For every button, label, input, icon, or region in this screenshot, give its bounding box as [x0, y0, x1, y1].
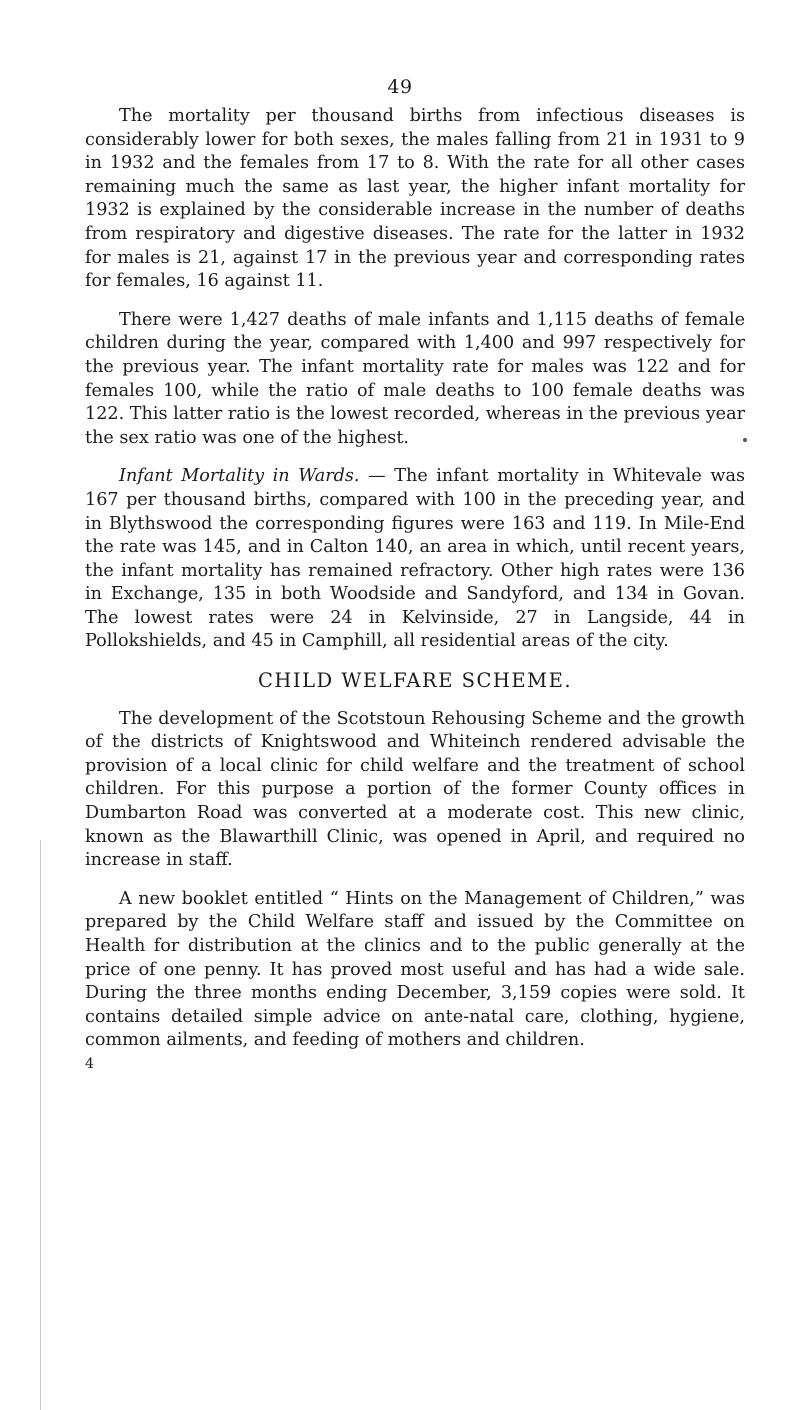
section-heading: CHILD WELFARE SCHEME. [257, 669, 573, 693]
paragraph-infectious-diseases: The mortality per thousand births from infectious diseases is considerably lower for both sexes, the males falling from 21 in 1931 to 9 in 1932 and the females from 17 to 8. With the rate for all other cases remaining much the same as last year, the higher infant mortality for 1932 is explained by the considerable increase in the number of deaths from respiratory and digestive diseases. The rate for the latter in 1932 for males is 21, against 17 in the previous year and corresponding rates for females, 16 against 11. [85, 106, 745, 292]
wards-text: — The infant mortality in Whitevale was 167 per thousand births, compared with 100 in the preceding year, and in Blythswood the corresponding figures were 163 and 119. In Mile-End the rate was 145, and in Calton 140, an area in which, until recent years, the infant mortality has remained refractory. Other high rates were 136 in Exchange, 135 in both Woodside and Sandyford, and 134 in Govan. The lowest rates were 24 in Kelvinside, 27 in Langside, 44 in Pollokshields, and 45 in Camphill, all residential areas of the city. [85, 466, 745, 652]
paragraph-blawarthill-clinic: The development of the Scotstoun Rehousing Scheme and the growth of the districts of Knightswood and Whiteinch rendered advisable the provision of a local clinic for child welfare and the treatment of school children. For this purpose a portion of the former County offices in Dumbarton Road was converted at a moderate cost. This new clinic, known as the Blawarthill Clinic, was opened in April, and required no increase in staff. [85, 708, 745, 871]
margin-speck [743, 438, 747, 442]
paragraph-infant-mortality-wards [85, 465, 745, 654]
paragraph-hints-booklet: A new booklet entitled “ Hints on the Management of Children,” was prepared by the Child Welfare staff and issued by the Committee on Health for distribution at the clinics and to the public generally at the price of one penny. It has proved most useful and has had a wide sale. During the three months ending December, 3,159 copies were sold. It contains detailed simple advice on ante-natal care, clothing, hygiene, common ailments, and feeding of mothers and children. [85, 888, 745, 1051]
page-number: 49 [387, 76, 413, 98]
signature-mark: 4 [85, 1055, 94, 1072]
paragraph-infant-deaths: There were 1,427 deaths of male infants and 1,115 deaths of female children during the year, compared with 1,400 and 997 respectively for the previous year. The infant mortality rate for males was 122 and for females 100, while the ratio of male deaths to 100 female deaths was 122. This latter ratio is the lowest recorded, whereas in the previous year the sex ratio was one of the highest. [85, 309, 745, 448]
body-text [85, 105, 745, 1073]
scan-edge-line [40, 840, 41, 1410]
run-in-heading: Infant Mortality in Wards. [119, 466, 360, 487]
